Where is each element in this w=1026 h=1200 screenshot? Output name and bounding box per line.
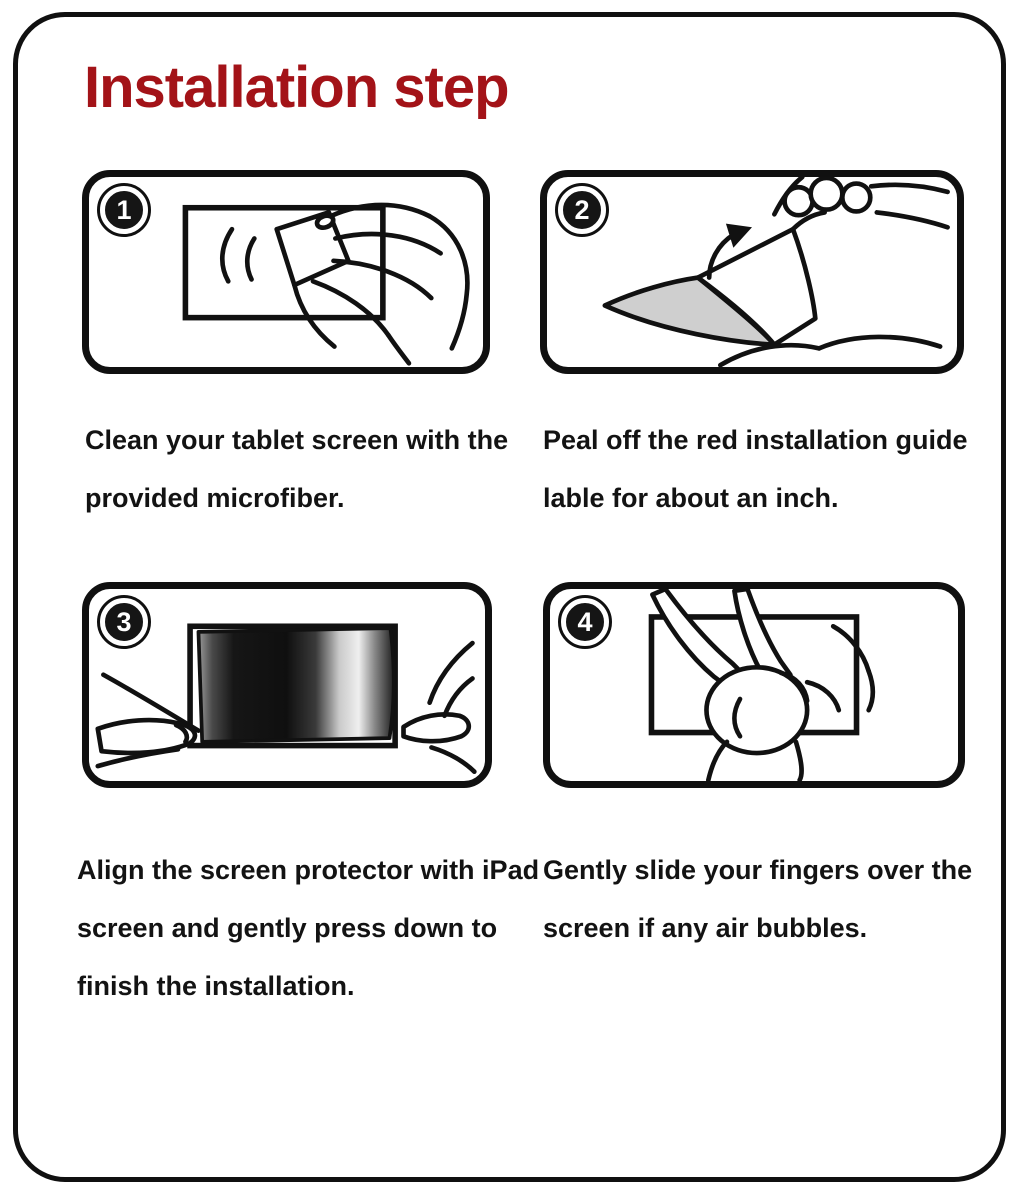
step4-caption: Gently slide your fingers over the screen if any air bubbles.: [543, 855, 973, 943]
step2-number-badge: [555, 183, 609, 237]
step4-number-badge: [558, 595, 612, 649]
step3-number: 3: [103, 601, 145, 643]
step1-number-badge: [97, 183, 151, 237]
step2-panel: [540, 170, 964, 374]
step2-caption: Peal off the red installation guide lable for about an inch.: [543, 425, 968, 513]
step1-caption: Clean your tablet screen with the provided microfiber.: [85, 425, 509, 513]
step3-caption: Align the screen protector with iPad screen and gently press down to finish the installation.: [77, 855, 540, 1001]
step4-number: 4: [564, 601, 606, 643]
step3-panel: [82, 582, 492, 788]
step1-number: 1: [103, 189, 145, 231]
step2-number: 2: [561, 189, 603, 231]
step4-panel: [543, 582, 965, 788]
page-title: Installation step: [84, 55, 509, 120]
step3-number-badge: [97, 595, 151, 649]
step1-panel: [82, 170, 490, 374]
